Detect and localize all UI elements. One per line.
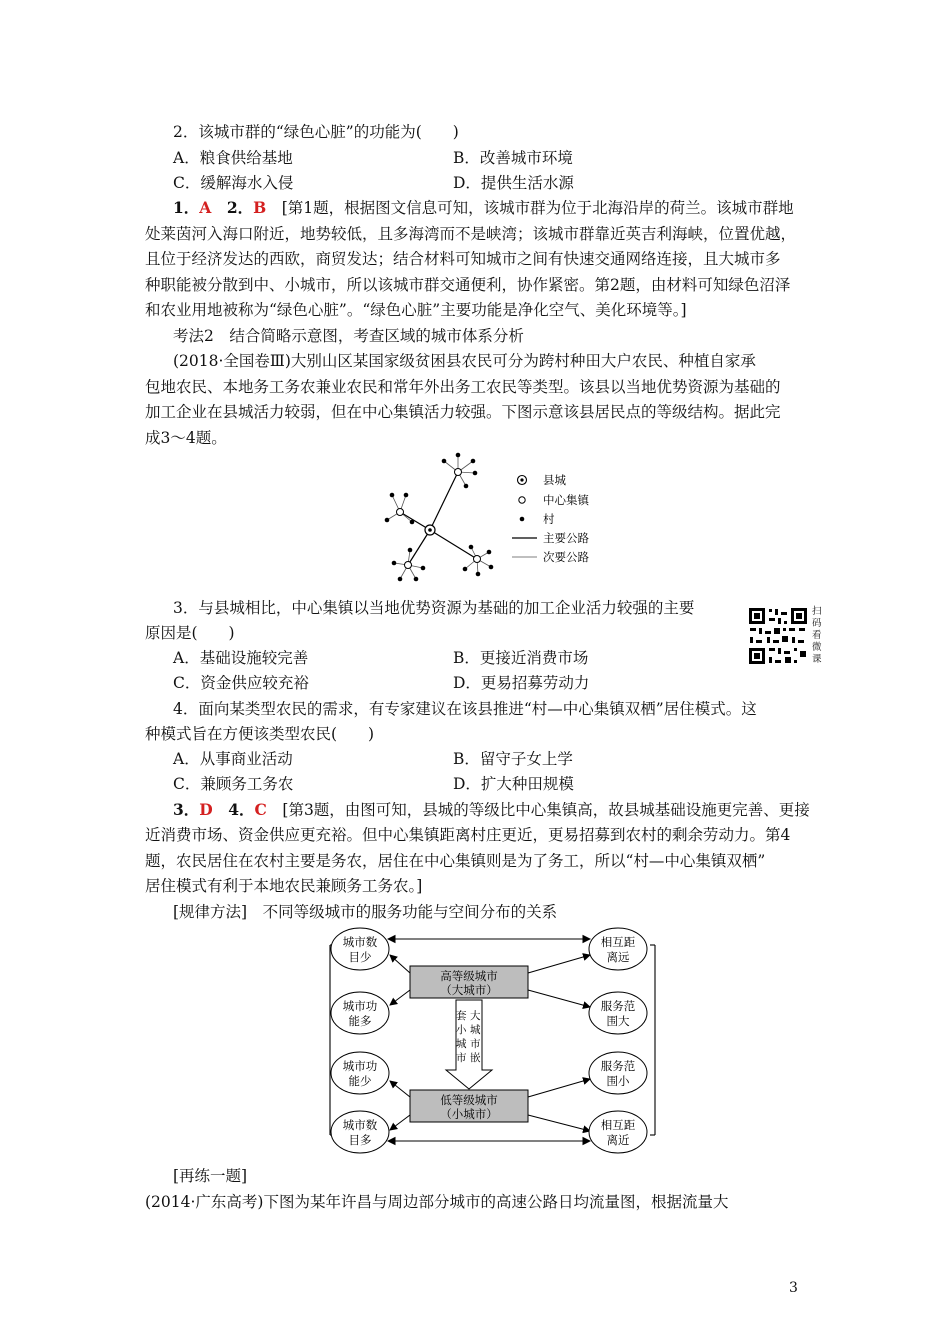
- svg-text:大: 大: [470, 1010, 481, 1022]
- q4-option-d: D．扩大种田规模: [453, 775, 574, 793]
- svg-text:城市功: 城市功: [342, 999, 378, 1013]
- page-number: 3: [789, 1280, 798, 1296]
- q2-option-d: D．提供生活水源: [453, 174, 574, 192]
- answer-3-4-line-3: 题，农民居住在农村主要是务农，居住在中心集镇则是为了务工，所以“村—中心集镇双栖”: [145, 852, 766, 870]
- svg-text:城市数: 城市数: [342, 935, 378, 949]
- svg-text:市: 市: [470, 1038, 481, 1050]
- svg-text:目多: 目多: [348, 1133, 372, 1147]
- legend-town: 中心集镇: [543, 493, 589, 507]
- question-3-line-1: 3．与县城相比，中心集镇以当地优势资源为基础的加工企业活力较强的主要: [173, 599, 695, 617]
- svg-text:能少: 能少: [348, 1074, 372, 1088]
- intro-line-1: (2018·全国卷Ⅲ)大别山区某国家级贫困县农民可分为跨村种田大户农民、种植自家承: [173, 352, 756, 370]
- diagram-legend: [512, 473, 590, 564]
- svg-text:市: 市: [456, 1052, 467, 1064]
- low-city-label: 低等级城市: [440, 1093, 498, 1107]
- answer-1-2-line-3: 且位于经济发达的西欧，商贸发达；结合材料可知城市之间有快速交通网络连接，且大城市多: [145, 250, 781, 268]
- answer-number: 3．: [173, 800, 200, 819]
- q2-option-b: B．改善城市环境: [453, 149, 573, 167]
- svg-text:小: 小: [456, 1024, 467, 1036]
- q3-option-c: C．资金供应较充裕: [173, 674, 309, 692]
- q2-option-c: C．缓解海水入侵: [173, 174, 294, 192]
- question-2-stem: 2．该城市群的“绿色心脏”的功能为( ): [173, 123, 459, 141]
- nesting-arrow: [446, 1000, 492, 1089]
- answer-1-2-line-2: 处莱茵河入海口附近，地势较低，且多海湾而不是峡湾；该城市群靠近英吉利海峡，位置优越，: [145, 225, 797, 243]
- high-city-sublabel: （大城市）: [440, 983, 498, 997]
- answer-3-4-line-1: [173, 799, 810, 821]
- rule-method-heading: [规律方法] 不同等级城市的服务功能与空间分布的关系: [173, 903, 558, 921]
- answer-key: D: [199, 800, 213, 819]
- legend-minor-road: 次要公路: [543, 550, 589, 564]
- svg-text:套: 套: [456, 1010, 467, 1022]
- svg-text:服务范: 服务范: [600, 999, 636, 1013]
- svg-text:嵌: 嵌: [470, 1052, 481, 1064]
- practice-heading: [再练一题]: [173, 1167, 248, 1185]
- svg-text:能多: 能多: [348, 1014, 372, 1028]
- qr-code[interactable]: [747, 606, 809, 666]
- answer-number: 1．: [173, 198, 200, 217]
- svg-text:城市功: 城市功: [342, 1059, 378, 1073]
- answer-key: C: [254, 800, 267, 819]
- high-city-label: 高等级城市: [440, 969, 498, 983]
- q3-option-b: B．更接近消费市场: [453, 649, 589, 667]
- svg-text:城: 城: [456, 1038, 467, 1050]
- answer-1-2-line-5: 和农业用地被称为“绿色心脏”。“绿色心脏”主要功能是净化空气、美化环境等。]: [145, 301, 687, 319]
- answer-1-2-line-4: 种职能被分散到中、小城市，所以该城市群交通便利，协作紧密。第2题，由材料可知绿色沼泽: [145, 276, 791, 294]
- svg-text:离近: 离近: [606, 1133, 630, 1147]
- q2-option-a: A．粮食供给基地: [173, 149, 293, 167]
- svg-text:服务范: 服务范: [600, 1059, 636, 1073]
- q4-option-c: C．兼顾务工务农: [173, 775, 294, 793]
- settlement-hierarchy-diagram: [380, 450, 610, 585]
- svg-text:围小: 围小: [606, 1074, 630, 1088]
- svg-text:城市数: 城市数: [342, 1118, 378, 1132]
- answer-3-4-line-2: 近消费市场、资金供应更充裕。但中心集镇距离村庄更近，更易招募到农村的剩余劳动力。第4: [145, 826, 791, 844]
- q4-option-a: A．从事商业活动: [173, 750, 293, 768]
- svg-text:相互距: 相互距: [600, 935, 636, 949]
- q4-option-b: B．留守子女上学: [453, 750, 573, 768]
- answer-number: 2．: [211, 198, 254, 217]
- answer-key: A: [199, 198, 212, 217]
- intro-line-4: 成3～4题。: [145, 429, 227, 447]
- legend-county: 县城: [543, 473, 566, 487]
- legend-main-road: 主要公路: [543, 531, 589, 545]
- question-3-line-2: 原因是( ): [145, 624, 235, 642]
- legend-village: 村: [543, 512, 555, 526]
- svg-text:目少: 目少: [348, 950, 372, 964]
- question-4-line-1: 4．面向某类型农民的需求，有专家建议在该县推进“村—中心集镇双栖”居住模式。这: [173, 700, 757, 718]
- svg-text:相互距: 相互距: [600, 1118, 636, 1132]
- answer-3-4-line-4: 居住模式有利于本地农民兼顾务工务农。]: [145, 877, 423, 895]
- qr-caption: 扫码看微课: [812, 606, 822, 665]
- svg-text:离远: 离远: [606, 950, 630, 964]
- city-hierarchy-flowchart: [320, 925, 665, 1157]
- practice-line-1: (2014·广东高考)下图为某年许昌与周边部分城市的高速公路日均流量图，根据流量大: [145, 1193, 729, 1211]
- answer-key: B: [253, 198, 267, 217]
- answer-number: 4．: [212, 800, 255, 819]
- method-heading: 考法2 结合简略示意图，考查区域的城市体系分析: [173, 327, 524, 345]
- q3-option-d: D．更易招募劳动力: [453, 674, 590, 692]
- intro-line-3: 加工企业在县城活力较弱，但在中心集镇活力较强。下图示意该县居民点的等级结构。据此完: [145, 403, 781, 421]
- explanation-text: [第1题，根据图文信息可知，该城市群为位于北海沿岸的荷兰。该城市群地: [266, 199, 794, 217]
- low-city-sublabel: （小城市）: [440, 1107, 498, 1121]
- explanation-text: [第3题，由图可知，县城的等级比中心集镇高，故县城基础设施更完善、更接: [266, 801, 810, 819]
- intro-line-2: 包地农民、本地务工务农兼业农民和常年外出务工农民等类型。该县以当地优势资源为基础的: [145, 378, 781, 396]
- question-4-line-2: 种模式旨在方便该类型农民( ): [145, 725, 375, 743]
- answer-1-2-line-1: [173, 197, 794, 219]
- q3-option-a: A．基础设施较完善: [173, 649, 309, 667]
- svg-text:城: 城: [470, 1024, 481, 1036]
- svg-text:围大: 围大: [606, 1014, 630, 1028]
